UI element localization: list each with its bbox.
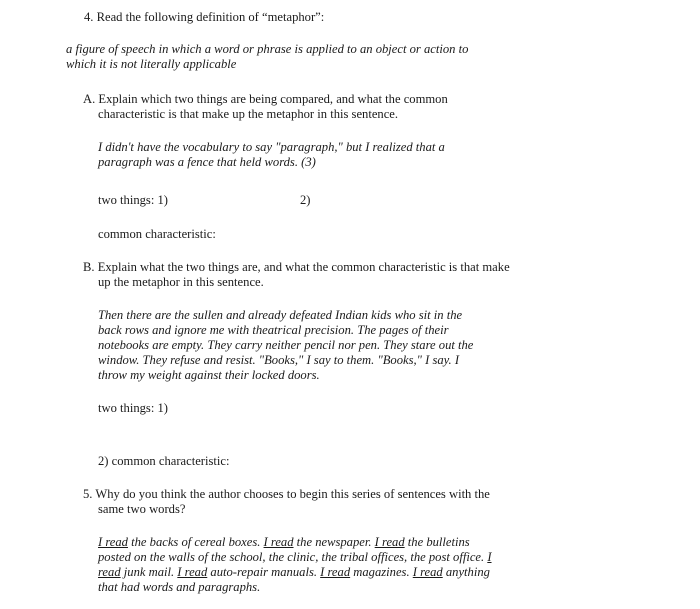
- i-read-phrase: I read: [263, 535, 294, 549]
- i-read-phrase: I read: [177, 565, 208, 579]
- part-a-quote: I didn't have the vocabulary to say "paragraph," but I realized that a paragraph was a fence that held words. (3): [98, 140, 445, 169]
- quote-segment: the backs of cereal boxes.: [127, 535, 264, 549]
- i-read-phrase: I read: [412, 565, 443, 579]
- metaphor-definition: a figure of speech in which a word or phrase is applied to an object or action to which it is not literally applicable: [66, 42, 469, 71]
- part-b-prompt: B. Explain what the two things are, and what the common characteristic is that make up the metaphor in this sentence.: [83, 260, 510, 289]
- question-5-quote: [98, 535, 498, 595]
- quote-segment: magazines.: [350, 565, 413, 579]
- quote-segment: junk mail.: [120, 565, 178, 579]
- part-a-common-label: common characteristic:: [98, 227, 216, 241]
- part-b-quote: Then there are the sullen and already defeated Indian kids who sit in the back rows and ignore me with theatrical precision. The pages of their notebooks are empty. They carry neither pencil nor pen. They stare out the window. They refuse and resist. "Books," I say to them. "Books," I say. I throw my weight against their locked doors.: [98, 308, 474, 382]
- quote-segment: auto-repair manuals.: [207, 565, 321, 579]
- i-read-phrase: I read: [98, 550, 492, 579]
- i-read-phrase: I read: [374, 535, 405, 549]
- i-read-phrase: I read: [98, 535, 128, 549]
- quote-segment: anything that had words and paragraphs.: [98, 565, 490, 594]
- part-a-two-things-label: two things: 1): [98, 193, 168, 207]
- part-b-common-label: 2) common characteristic:: [98, 454, 230, 468]
- part-a-prompt: A. Explain which two things are being compared, and what the common characteristic is that make up the metaphor in this sentence.: [83, 92, 448, 121]
- part-a-second-thing-label: 2): [300, 193, 311, 207]
- question-4-title: 4. Read the following definition of “metaphor”:: [84, 10, 325, 24]
- question-5-prompt: 5. Why do you think the author chooses to begin this series of sentences with the same two words?: [83, 487, 490, 516]
- i-read-phrase: I read: [320, 565, 351, 579]
- part-b-two-things-label: two things: 1): [98, 401, 168, 415]
- quote-segment: the newspaper.: [293, 535, 375, 549]
- quote-segment: the bulletins posted on the walls of the school, the clinic, the tribal offices, the post office.: [98, 535, 488, 564]
